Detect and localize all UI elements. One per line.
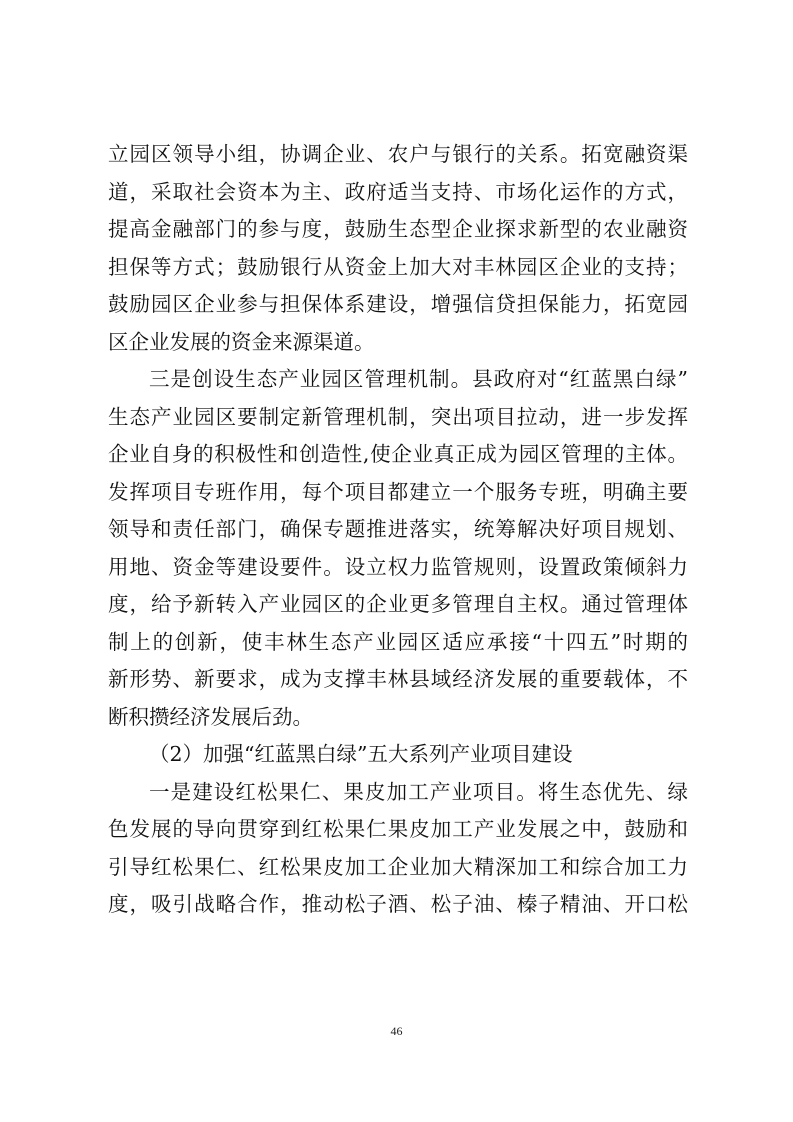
text-line: 新形势、新要求，成为支撑丰林县域经济发展的重要载体，不 [108, 667, 688, 691]
text-line: 道，采取社会资本为主、政府适当支持、市场化运作的方式， [108, 179, 688, 204]
text-line: 度，吸引战略合作，推动松子酒、松子油、榛子精油、开口松 [108, 892, 688, 916]
text-line: 度，给予新转入产业园区的企业更多管理自主权。通过管理体 [108, 592, 688, 616]
paragraph-start-line: 一是建设红松果仁、果皮加工产业项目。将生态优先、绿 [149, 779, 688, 804]
text-line: 生态产业园区要制定新管理机制，突出项目拉动，进一步发挥 [108, 404, 688, 429]
text-line: 发挥项目专班作用，每个项目都建立一个服务专班，明确主要 [108, 479, 688, 504]
text-line: 担保等方式；鼓励银行从资金上加大对丰林园区企业的支持； [108, 254, 688, 279]
section-heading: （2）加强“红蓝黑白绿”五大系列产业项目建设 [149, 742, 573, 766]
text-line: 色发展的导向贯穿到红松果仁果皮加工产业发展之中，鼓励和 [108, 817, 688, 841]
body-text [108, 136, 688, 924]
paragraph-start-line: 三是创设生态产业园区管理机制。县政府对“红蓝黑白绿” [149, 367, 688, 391]
text-line: 领导和责任部门，确保专题推进落实，统筹解决好项目规划、 [108, 517, 688, 541]
text-line: 引导红松果仁、红松果皮加工企业加大精深加工和综合加工力 [108, 854, 688, 879]
text-line: 断积攒经济发展后劲。 [108, 704, 313, 729]
text-line: 制上的创新，使丰林生态产业园区适应承接“十四五”时期的 [108, 629, 688, 654]
text-line: 用地、资金等建设要件。设立权力监管规则，设置政策倾斜力 [108, 554, 688, 579]
text-line: 企业自身的积极性和创造性,使企业真正成为园区管理的主体。 [108, 442, 688, 466]
text-line: 提高金融部门的参与度，鼓励生态型企业探求新型的农业融资 [108, 217, 688, 241]
text-line: 区企业发展的资金来源渠道。 [108, 329, 375, 354]
text-line: 鼓励园区企业参与担保体系建设，增强信贷担保能力，拓宽园 [108, 292, 688, 316]
page-number: 46 [390, 1024, 403, 1038]
text-line: 立园区领导小组，协调企业、农户与银行的关系。拓宽融资渠 [108, 142, 688, 166]
